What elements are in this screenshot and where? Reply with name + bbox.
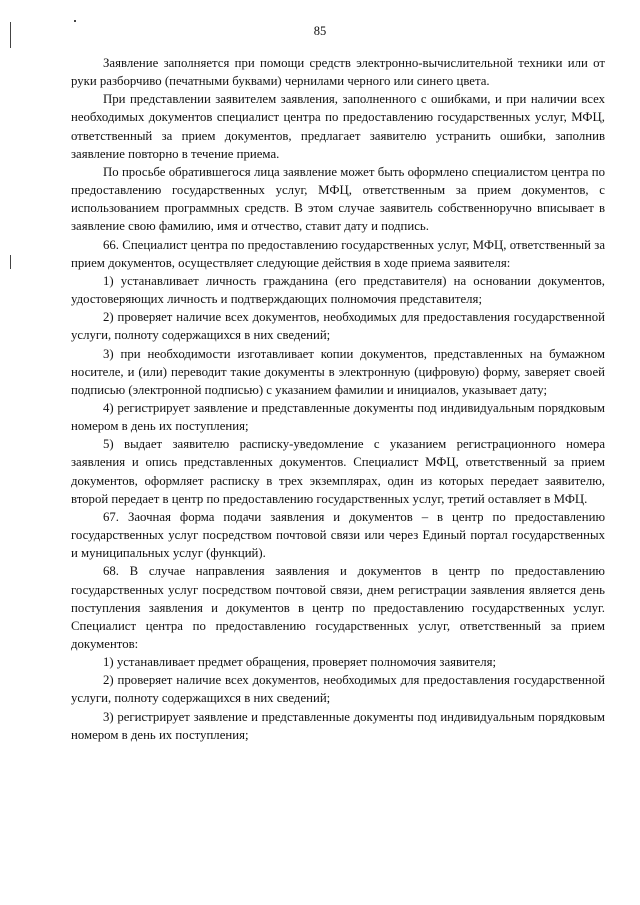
paragraph: 68. В случае направления заявления и документов в центр по предоставлению государственных услуг посредством почтовой связи, днем регистрации заявления является день поступления заявления и документов в центр по предоставлению государственных услуг. Специалист центра по предоставлению государственных услуг, ответственный за прием документов:: [71, 564, 605, 651]
paragraph: 66. Специалист центра по предоставлению государственных услуг, МФЦ, ответственный за прием документов, осуществляет следующие действия в ходе приема заявителя:: [71, 237, 605, 270]
paragraph: 4) регистрирует заявление и представленные документы под индивидуальным порядковым номером в день их поступления;: [71, 400, 605, 434]
paragraph: При представлении заявителем заявления, заполненного с ошибками, и при наличии всех необходимых документов специалист центра по предоставлению государственных услуг, МФЦ, ответственный за прием документов, предлагает заявителю устранить ошибки, заполнив заявление повторно в течение приема.: [71, 92, 605, 161]
paragraph: 2) проверяет наличие всех документов, необходимых для предоставления государственной услуги, полноту содержащихся в них сведений;: [71, 673, 605, 706]
paragraph: Заявление заполняется при помощи средств электронно-вычислительной техники или от руки разборчиво (печатными буквами) чернилами черного или синего цвета.: [71, 56, 605, 89]
paragraph: 3) при необходимости изготавливает копии документов, представленных на бумажном носителе, и (или) переводит такие документы в электронную (цифровую) форму, заверяет своей подписью (электронной подписью) с указанием фамилии и инициалов, указывает дату;: [71, 346, 605, 397]
paragraph: 1) устанавливает предмет обращения, проверяет полномочия заявителя;: [103, 655, 497, 670]
paragraph: 67. Заочная форма подачи заявления и документов – в центр по предоставлению государственных услуг посредством почтовой связи или через Единый портал государственных и муниципальных услуг (функций).: [71, 509, 605, 561]
scan-margin-mark: [74, 20, 76, 22]
paragraph: По просьбе обратившегося лица заявление может быть оформлено специалистом центра по предоставлению государственных услуг, МФЦ, ответственным за прием документов, с использованием программных средств. В этом случае заявитель собственноручно вписывает в заявление свою фамилию, имя и отчество, ставит дату и подпись.: [71, 164, 605, 234]
page-number: 85: [313, 24, 327, 38]
paragraph: 1) устанавливает личность гражданина (его представителя) на основании документов, удостоверяющих личность и подтверждающих полномочия представителя;: [71, 273, 605, 307]
paragraph: 5) выдает заявителю расписку-уведомление с указанием регистрационного номера заявления и опись представленных документов. Специалист МФЦ, ответственный за прием документов, оформляет расписку в трех экземплярах, один из которых передает заявителю, второй передает в центр по предоставлению государственных услуг, третий оставляет в МФЦ.: [71, 437, 605, 506]
paragraph: 2) проверяет наличие всех документов, необходимых для предоставления государственной услуги, полноту содержащихся в них сведений;: [71, 310, 605, 343]
document-body: [71, 54, 605, 744]
paragraph: 3) регистрирует заявление и представленные документы под индивидуальным порядковым номером в день их поступления;: [71, 709, 605, 742]
scan-margin-mark: [10, 255, 11, 269]
